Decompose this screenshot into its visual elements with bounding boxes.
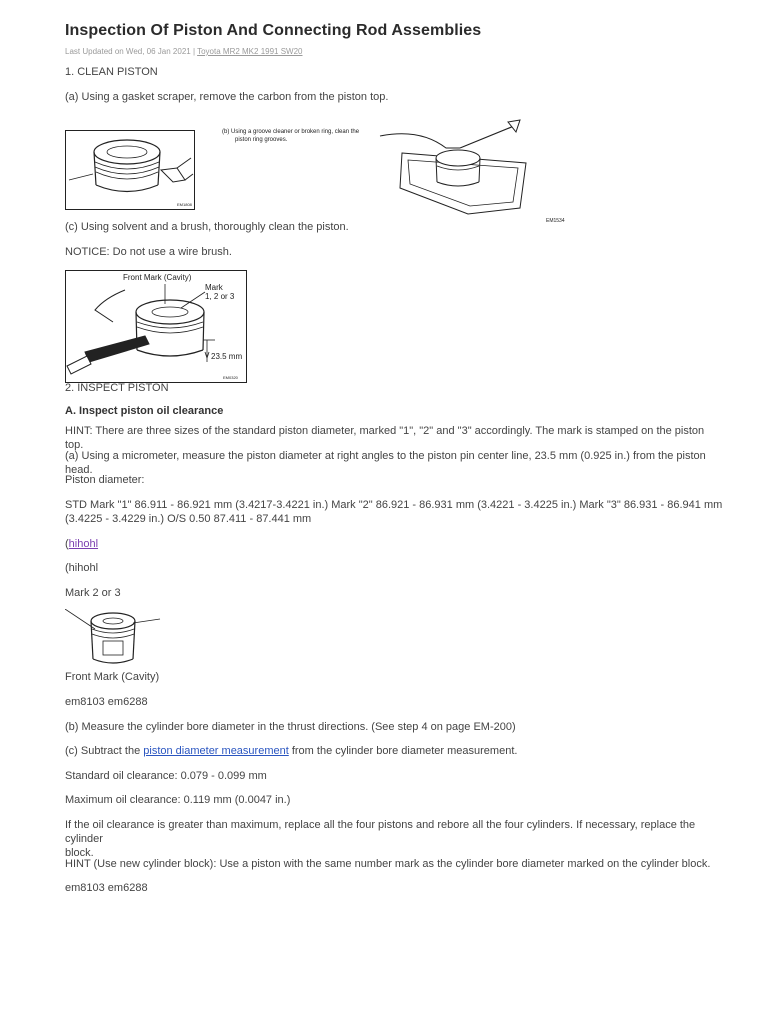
last-updated-meta [65,47,303,56]
step-1-heading: 1. CLEAN PISTON [65,66,158,78]
hint-1-text: HINT: There are three sizes of the standard piston diameter, marked "1", "2" and "3" accordingly. The mark is stamped on the piston top. [65,425,705,451]
oil-clearance-line-1: If the oil clearance is greater than maximum, replace all the four pistons and rebore all the four cylinders. If necessary, replace the cylinder [65,819,696,845]
oil-clearance-instruction [65,818,725,860]
hint-2-text: HINT (Use new cylinder block): Use a piston with the same number mark as the cylinder bore diameter marked on the cylinder block. [65,858,711,870]
step-1c-text: (c) Using solvent and a brush, thoroughly clean the piston. [65,221,349,233]
section-a-heading: A. Inspect piston oil clearance [65,405,224,417]
std-spec-text [65,498,725,526]
piston-scraper-figure [65,130,195,210]
step-2c-text [65,744,725,758]
small-piston-figure [65,609,161,667]
hihohl-line-1 [65,537,725,551]
step-2-heading: 2. INSPECT PISTON [65,382,169,394]
fig3-mark-values: 1, 2 or 3 [205,292,235,301]
oil-clearance-line-2: block. [65,847,94,859]
piston-diameter-link[interactable]: piston diameter measurement [143,745,289,757]
em-codes-1: em8103 em6288 [65,696,148,708]
step-2c-suffix: from the cylinder bore diameter measurement. [288,745,518,757]
piston-diameter-label: Piston diameter: [65,474,145,486]
maximum-oil-clearance: Maximum oil clearance: 0.119 mm (0.0047 in.) [65,794,291,806]
fig3-dimension: 23.5 mm [211,352,243,361]
standard-oil-clearance: Standard oil clearance: 0.079 - 0.099 mm [65,770,267,782]
step-2c-prefix: (c) Subtract the [65,745,144,757]
category-link[interactable]: Toyota MR2 MK2 1991 SW20 [197,47,303,56]
hihohl-paren: ( [65,538,69,550]
fig2-label: EM1534 [546,218,565,224]
step-2b-text: (b) Measure the cylinder bore diameter in the thrust directions. (See step 4 on page EM-200) [65,721,516,733]
step-1a-text: (a) Using a gasket scraper, remove the carbon from the piston top. [65,91,389,103]
notice-text: NOTICE: Do not use a wire brush. [65,246,232,258]
fig1-label: EM1808 [177,202,192,207]
last-updated-text: Last Updated on Wed, 06 Jan 2021 | [65,47,198,56]
micrometer-measurement-figure [65,270,247,383]
fig3-mark: Mark [205,283,223,292]
step-2a-text: (a) Using a micrometer, measure the piston diameter at right angles to the piston pin center line, 23.5 mm (0.925 in.) from the piston head. [65,450,706,476]
em-codes-2: em8103 em6288 [65,882,148,894]
fig2-caption-line2: piston ring grooves. [235,137,288,143]
hihohl-line-2: (hihohl [65,562,99,574]
std-spec-line-2: (3.4225 - 3.4229 in.) O/S 0.50 87.411 - 87.441 mm [65,513,312,525]
page-title: Inspection Of Piston And Connecting Rod Assemblies [65,22,482,39]
fig3-front-mark: Front Mark (Cavity) [123,273,192,282]
mark-2-or-3-text: Mark 2 or 3 [65,587,121,599]
hihohl-link[interactable]: hihohl [68,538,99,550]
front-mark-cavity-text: Front Mark (Cavity) [65,671,160,683]
fig2-caption-line1: (b) Using a groove cleaner or broken ring, clean the [222,129,360,135]
ring-groove-cleaning-figure [220,118,565,224]
std-spec-line-1: STD Mark "1" 86.911 - 86.921 mm (3.4217-3.4221 in.) Mark "2" 86.921 - 86.931 mm (3.4221 - 3.4225 in.) Mark "3" 86.931 - 86.941 mm [65,499,723,511]
fig3-label: EM0320 [223,375,238,380]
